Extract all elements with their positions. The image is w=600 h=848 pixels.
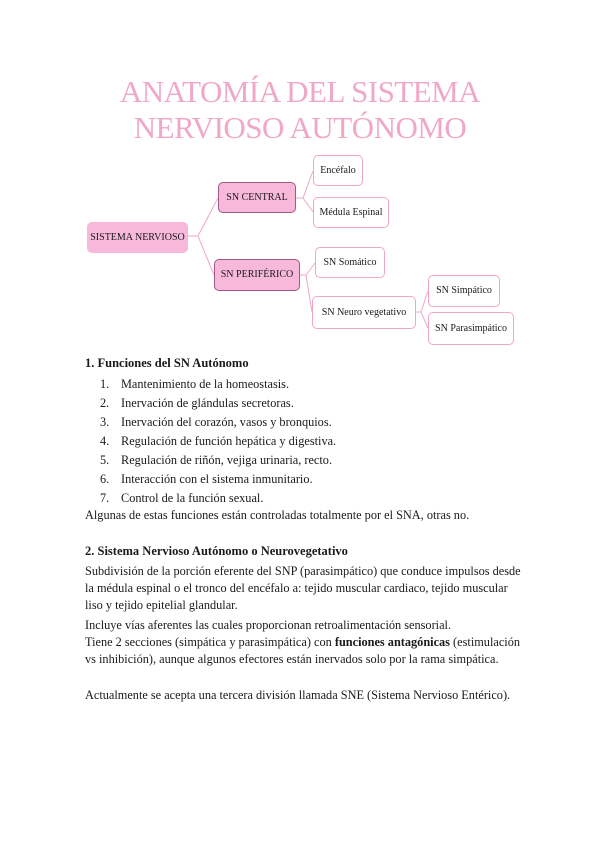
node-sn-somatico: SN Somático xyxy=(315,247,385,278)
node-sn-neurovegetativo: SN Neuro vegetativo xyxy=(312,296,416,329)
functions-list xyxy=(100,375,336,508)
section-2-paragraph-1: Subdivisión de la porción eferente del SNP (parasimpático) que conduce impulsos desde la médula espinal o el tronco del encéfalo a: tejido muscular cardiaco, tejido muscular liso y tejido epitelial glandular. xyxy=(85,564,521,612)
node-encefalo: Encéfalo xyxy=(313,155,363,186)
section-2-paragraph-4: Actualmente se acepta una tercera división llamada SNE (Sistema Nervioso Entérico). xyxy=(85,688,511,702)
list-item: 7. Control de la función sexual. xyxy=(100,491,264,505)
node-sn-central: SN CENTRAL xyxy=(218,182,296,213)
connector-neuro-simpatico xyxy=(416,291,428,312)
connector-neuro-parasimpatico xyxy=(416,312,428,328)
list-item: 5. Regulación de riñón, vejiga urinaria, recto. xyxy=(100,453,333,467)
connector-root-central xyxy=(188,198,218,236)
node-medula-espinal: Médula Espinal xyxy=(313,197,389,228)
connector-central-encefalo xyxy=(296,171,313,198)
node-sn-simpatico: SN Simpático xyxy=(428,275,500,307)
title-line-2: NERVIOSO AUTÓNOMO xyxy=(133,110,467,145)
concept-map-connectors xyxy=(0,0,600,360)
title-line-1: ANATOMÍA DEL SISTEMA xyxy=(119,74,481,109)
connector-periferico-somatico xyxy=(300,263,315,275)
antagonic-functions-emphasis: funciones antagónicas xyxy=(334,635,450,649)
list-item: 3. Inervación del corazón, vasos y bronquios. xyxy=(100,415,332,429)
list-item: 1. Mantenimiento de la homeostasis. xyxy=(100,377,290,391)
section-1-heading: 1. Funciones del SN Autónomo xyxy=(85,356,249,370)
section-2-paragraph-2: Incluye vías aferentes las cuales proporcionan retroalimentación sensorial. xyxy=(85,618,452,632)
section-2-heading: 2. Sistema Nervioso Autónomo o Neurovegetativo xyxy=(85,544,348,558)
list-item: 6. Interacción con el sistema inmunitario. xyxy=(100,472,313,486)
list-item: 4. Regulación de función hepática y digestiva. xyxy=(100,434,337,448)
section-2-paragraph-3: Tiene 2 secciones (simpática y parasimpática) con funciones antagónicas (estimulación vs inhibición), aunque algunos efectores están inervados solo por la rama simpática. xyxy=(85,635,520,666)
list-item: 2. Inervación de glándulas secretoras. xyxy=(100,396,294,410)
node-sn-parasimpatico: SN Parasimpático xyxy=(428,312,514,345)
concept-map xyxy=(0,0,600,360)
node-sn-periferico: SN PERIFÉRICO xyxy=(214,259,300,291)
connector-central-medula xyxy=(296,198,313,212)
section-1-note: Algunas de estas funciones están controladas totalmente por el SNA, otras no. xyxy=(85,508,470,522)
connector-periferico-neuro xyxy=(300,275,312,312)
node-sistema-nervioso: SISTEMA NERVIOSO xyxy=(87,222,188,253)
connector-root-periferico xyxy=(188,236,214,275)
